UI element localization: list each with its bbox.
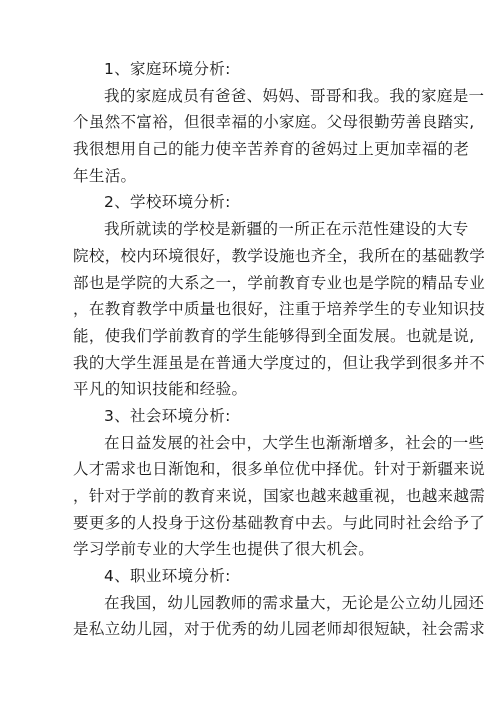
paragraph-line: ，在教育教学中质量也很好，注重于培养学生的专业知识技 xyxy=(73,300,486,319)
paragraph-line: 人才需求也日渐饱和，很多单位优中择优。针对于新疆来说 xyxy=(73,460,486,479)
paragraph-line: 学习学前专业的大学生也提供了很大机会。 xyxy=(73,540,375,559)
section-heading-society: 3、社会环境分析: xyxy=(104,406,231,425)
paragraph-line: 我所就读的学校是新疆的一所正在示范性建设的大专 xyxy=(104,220,469,239)
document-page xyxy=(73,56,486,643)
paragraph-line: 能，使我们学前教育的学生能够得到全面发展。也就是说, xyxy=(73,326,475,345)
paragraph-line: 院校，校内环境很好，教学设施也齐全，我所在的基础教学 xyxy=(73,246,486,265)
paragraph-line: 在我国，幼儿园教师的需求量大，无论是公立幼儿园还 xyxy=(104,593,485,612)
paragraph-line: 要更多的人投身于这份基础教育中去。与此同时社会给予了 xyxy=(73,513,486,532)
paragraph-line: 是私立幼儿园，对于优秀的幼儿园老师却很短缺，社会需求 xyxy=(73,620,486,639)
paragraph-line: 在日益发展的社会中，大学生也渐渐增多，社会的一些 xyxy=(104,433,485,452)
paragraph-line: 年生活。 xyxy=(73,166,137,185)
paragraph-line: 平凡的知识技能和经验。 xyxy=(73,380,248,399)
paragraph-line: 个虽然不富裕，但很幸福的小家庭。父母很勤劳善良踏实, xyxy=(73,113,475,132)
paragraph-line: 部也是学院的大系之一，学前教育专业也是学院的精品专业 xyxy=(73,273,486,292)
section-heading-career: 4、职业环境分析: xyxy=(104,567,231,586)
paragraph-line: 我的家庭成员有爸爸、妈妈、哥哥和我。我的家庭是一 xyxy=(104,86,485,105)
paragraph-line: 我的大学生涯虽是在普通大学度过的，但让我学到很多并不 xyxy=(73,353,486,372)
section-heading-family: 1、家庭环境分析: xyxy=(104,60,231,78)
paragraph-line: 我很想用自己的能力使辛苦养育的爸妈过上更加幸福的老 xyxy=(73,140,470,159)
paragraph-line: ，针对于学前的教育来说，国家也越来越重视，也越来越需 xyxy=(73,487,486,505)
section-heading-school: 2、学校环境分析: xyxy=(104,193,231,212)
